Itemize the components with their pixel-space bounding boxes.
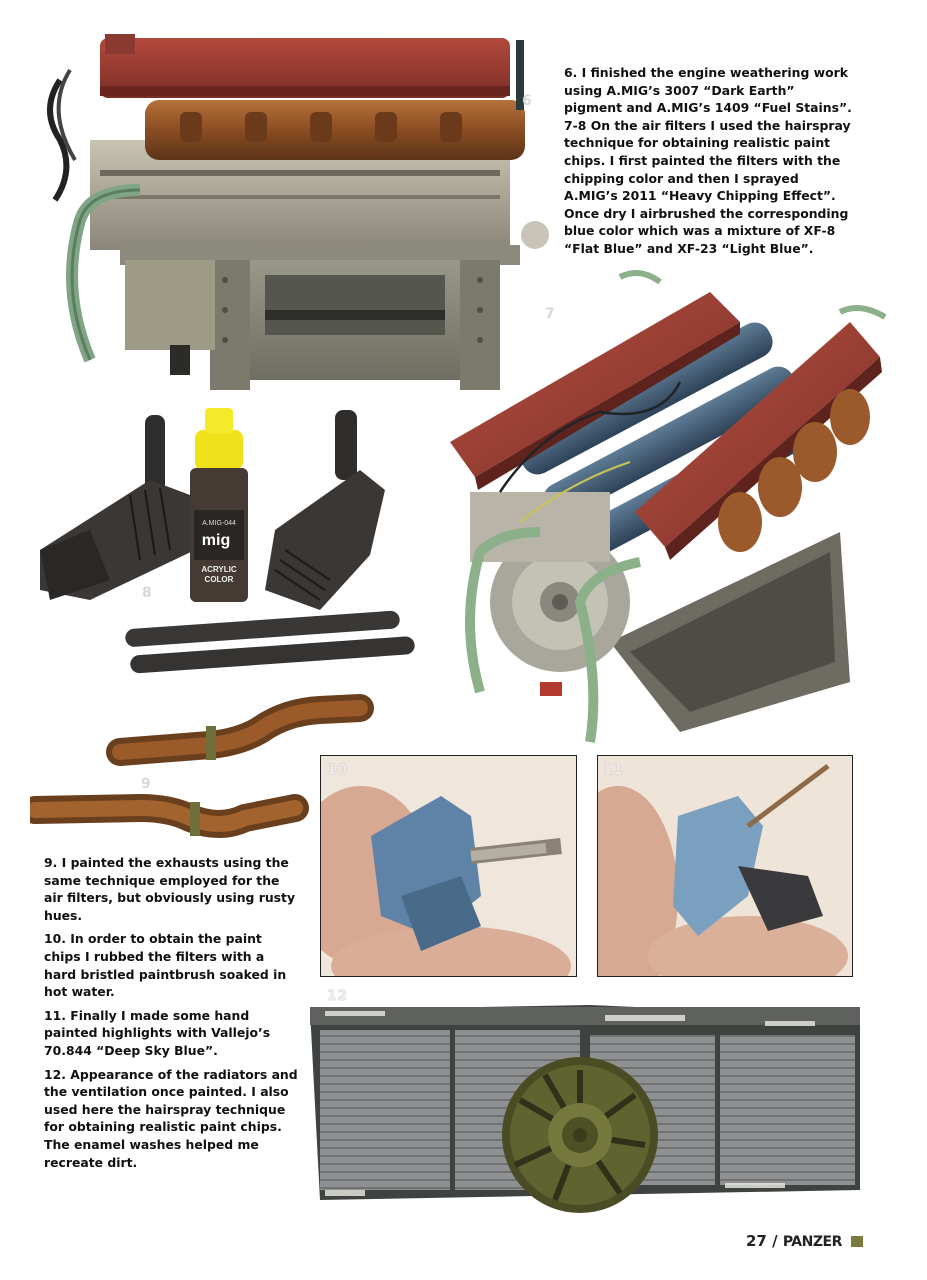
photo-radiators (305, 995, 870, 1235)
photo-number-11: 11 (603, 762, 624, 778)
caption-9: 9. I painted the exhausts using the same technique employed for the air filters, but obviously using rusty hues. (44, 855, 296, 923)
photo-number-6: 6 (522, 93, 533, 109)
photo-engine-angled (440, 262, 900, 752)
photo-number-12: 12 (327, 988, 348, 1004)
photo-number-8: 8 (142, 585, 153, 601)
photo-10 (321, 756, 576, 976)
caption-6: 6. I finished the engine weathering work using A.MIG’s 3007 “Dark Earth” pigment and A.MIG’s 1409 “Fuel Stains”. (564, 65, 852, 116)
photo-number-10: 10 (327, 762, 348, 778)
photo-10-frame (320, 755, 577, 977)
photo-11 (598, 756, 852, 976)
photo-air-filters (30, 400, 430, 690)
brand-square-icon (851, 1236, 863, 1247)
page-number: 27 (746, 1232, 767, 1250)
photo-11-frame (597, 755, 853, 977)
folio-separator: / (772, 1232, 778, 1250)
page-folio (746, 1232, 863, 1250)
bottle-code: A.MIG-044 (202, 520, 236, 527)
caption-11: 11. Finally I made some hand painted highlights with Vallejo’s 70.844 “Deep Sky Blue”. (44, 1007, 271, 1058)
bottle-line2: COLOR (204, 575, 234, 584)
photo-number-9: 9 (141, 776, 152, 792)
magazine-name: PANZER (782, 1234, 842, 1250)
bottle-brand: mig (201, 532, 231, 549)
caption-7-8: 7-8 On the air filters I used the hairspray technique for obtaining realistic paint chips. I first painted the filters with the chipping color and then I sprayed A.MIG’s 2011 “Heavy Chipping Effect”. Once dry I airbrushed the corresponding blue color which was a mixture of XF-8 “Flat Blue” and XF-23 “Light Blue”. (564, 117, 851, 256)
caption-block-bottom (44, 854, 298, 1171)
bottle-line1: ACRYLIC (201, 565, 237, 574)
caption-12: 12. Appearance of the radiators and the ventilation once painted. I also used here the hairspray technique for obtaining realistic paint chips. The enamel washes helped me recreate dirt. (44, 1066, 298, 1170)
photo-number-7: 7 (545, 306, 556, 322)
caption-block-top (564, 64, 856, 258)
caption-10: 10. In order to obtain the paint chips I rubbed the filters with a hard bristled paintbrush soaked in hot water. (44, 931, 287, 1000)
